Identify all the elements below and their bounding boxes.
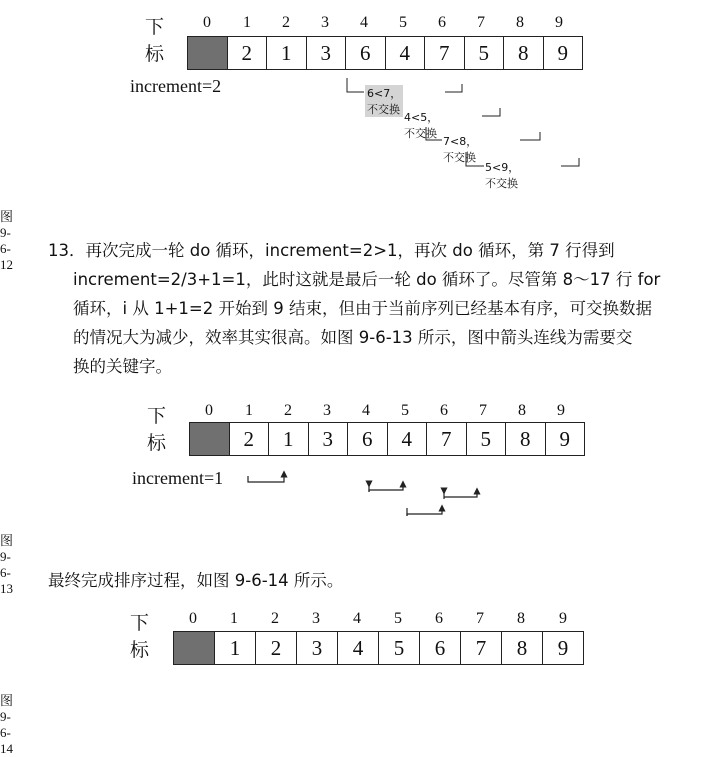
array-cell: 6: [347, 423, 387, 455]
index-8: 8: [516, 14, 524, 31]
index-4: 4: [353, 610, 361, 627]
index-0: 0: [189, 610, 197, 627]
array-cell: 7: [426, 423, 466, 455]
array-cells: [173, 631, 584, 665]
index-5: 5: [401, 402, 409, 419]
index-8: 8: [518, 402, 526, 419]
index-0: 0: [205, 402, 213, 419]
array-cell: 4: [337, 632, 378, 664]
array-cell: 6: [419, 632, 460, 664]
index-2: 2: [282, 14, 290, 31]
array-cell: 2: [229, 423, 269, 455]
index-0: 0: [203, 14, 211, 31]
array-cell: 8: [505, 423, 545, 455]
index-1: 1: [230, 610, 238, 627]
index-7: 7: [477, 14, 485, 31]
array-cell: 3: [308, 423, 348, 455]
index-4: 4: [360, 14, 368, 31]
comparison-text: 5<9，不交换: [485, 161, 520, 190]
swap-arrow: [407, 508, 442, 516]
array-cell-0: [174, 632, 214, 664]
swap-arrow: [444, 491, 477, 497]
array-cell: 7: [460, 632, 501, 664]
index-7: 7: [476, 610, 484, 627]
index-5: 5: [394, 610, 402, 627]
index-label: 下标: [147, 406, 167, 454]
index-2: 2: [284, 402, 292, 419]
array-cell: 3: [306, 37, 346, 69]
array-cell: 8: [503, 37, 543, 69]
array-cell: 8: [501, 632, 542, 664]
array-cell: 9: [543, 37, 583, 69]
paragraph-line: increment=2/3+1=1，此时这就是最后一轮 do 循环了。尽管第 8～17 行 for: [73, 270, 661, 289]
index-9: 9: [555, 14, 563, 31]
index-6: 6: [435, 610, 443, 627]
array-cell: 9: [542, 632, 583, 664]
array-cell: 1: [214, 632, 255, 664]
array-cell: 4: [385, 37, 425, 69]
paragraph-line: 的情况大为减少，效率其实很高。如图 9-6-13 所示，图中箭头连线为需要交: [73, 328, 633, 347]
index-9: 9: [557, 402, 565, 419]
index-label: 下标: [130, 613, 150, 661]
array-cell: 9: [545, 423, 585, 455]
index-label: 下标: [145, 17, 165, 65]
index-1: 1: [245, 402, 253, 419]
index-6: 6: [438, 14, 446, 31]
array-cell: 4: [387, 423, 427, 455]
array-cell: 1: [266, 37, 306, 69]
index-8: 8: [517, 610, 525, 627]
index-4: 4: [362, 402, 370, 419]
array-cell: 5: [378, 632, 419, 664]
comparison-text: 7<8，不交换: [443, 135, 478, 164]
array-cell: 1: [268, 423, 308, 455]
comparison-text: 4<5，不交换: [404, 111, 439, 140]
final-text: 最终完成排序过程，如图 9-6-14 所示。: [48, 571, 344, 590]
array-cell: 3: [296, 632, 337, 664]
array-cell: 6: [345, 37, 385, 69]
comparison-text: 6<7，不交换: [367, 87, 402, 116]
array-cell: 5: [466, 423, 506, 455]
array-cell: 2: [255, 632, 296, 664]
increment-label: increment=1: [132, 468, 224, 488]
array-cell: 7: [424, 37, 464, 69]
index-5: 5: [399, 14, 407, 31]
increment-label: increment=2: [130, 76, 222, 96]
paragraph-line: 循环，i 从 1+1=2 开始到 9 结束，但由于当前序列已经基本有序，可交换数据: [73, 299, 652, 318]
array-cell: 2: [227, 37, 267, 69]
index-1: 1: [243, 14, 251, 31]
array-cell: 5: [464, 37, 504, 69]
paragraph-line: 13．再次完成一轮 do 循环，increment=2>1，再次 do 循环，第 7 行得到: [48, 241, 615, 260]
index-3: 3: [323, 402, 331, 419]
index-2: 2: [271, 610, 279, 627]
index-6: 6: [440, 402, 448, 419]
swap-arrow: [248, 474, 284, 482]
index-7: 7: [479, 402, 487, 419]
swap-arrow: [369, 484, 403, 492]
index-9: 9: [559, 610, 567, 627]
index-3: 3: [321, 14, 329, 31]
index-3: 3: [312, 610, 320, 627]
paragraph-line: 换的关键字。: [73, 357, 172, 376]
